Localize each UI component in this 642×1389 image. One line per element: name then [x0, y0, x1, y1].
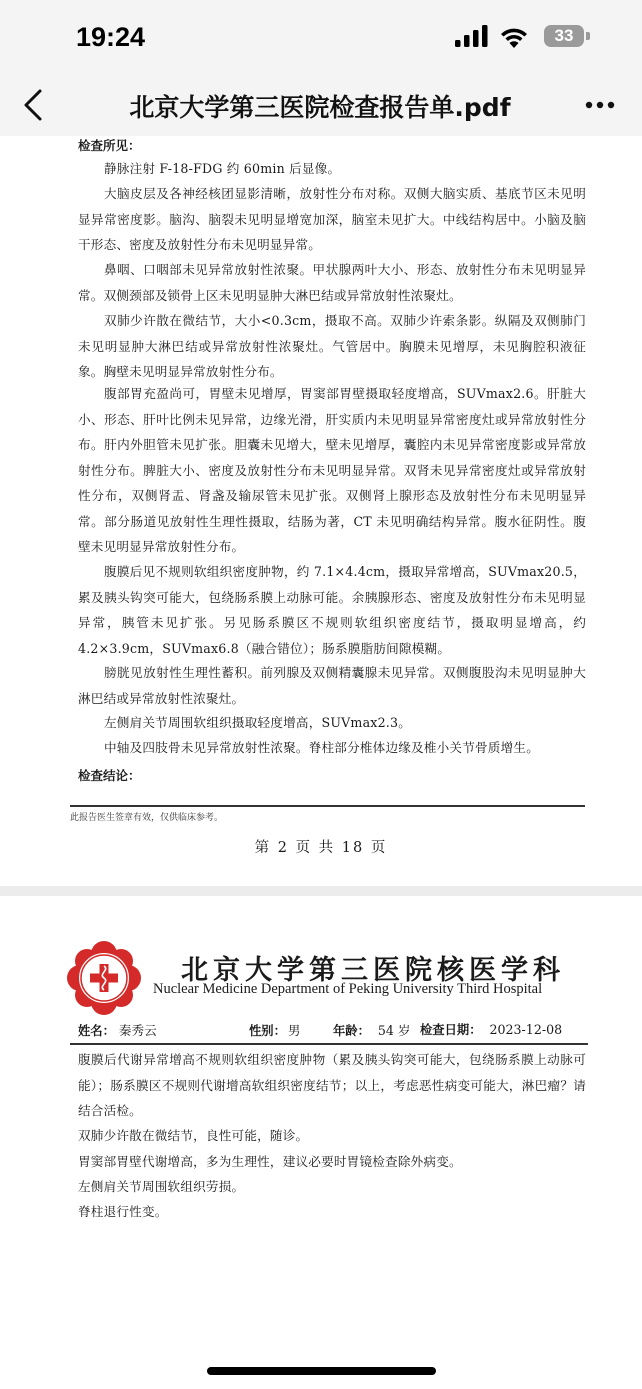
footer-note: 此报告医生签章有效，仅供临床参考。: [70, 813, 224, 823]
conclusion-item: 双肺少许散在微结节，良性可能，随诊。: [78, 1128, 309, 1143]
wifi-icon: [498, 25, 530, 49]
hospital-name-en: Nuclear Medicine Department of Peking University Third Hospital: [153, 981, 543, 997]
patient-age: [333, 1020, 411, 1039]
status-bar: [0, 0, 642, 70]
footer-divider: [70, 805, 585, 807]
hospital-logo-icon: [66, 940, 142, 1016]
more-options-icon[interactable]: [585, 101, 615, 109]
finding-paragraph: 左侧肩关节周围软组织摄取轻度增高，SUVmax2.3。: [104, 715, 412, 730]
home-indicator[interactable]: [207, 1367, 436, 1375]
conclusion-heading: 检查结论：: [78, 768, 141, 783]
name-value: 秦秀云: [118, 1023, 157, 1038]
finding-paragraph: 鼻咽、口咽部未见异常放射性浓聚。甲状腺两叶大小、形态、放射性分布未见明显异常。双侧颈部及锁骨上区未见明显肿大淋巴结或异常放射性浓聚灶。: [78, 262, 586, 303]
exam-date: [420, 1020, 562, 1038]
finding-paragraph: 腹部胃充盈尚可，胃壁未见增厚，胃窦部胃壁摄取轻度增高，SUVmax2.6。肝脏大小、形态、肝叶比例未见异常，边缘光滑，肝实质内未见明显异常密度灶或异常放射性分布。肝内外胆管未见扩张。胆囊未见增大，壁未见增厚，囊腔内未见异常密度影或异常放射性分布。脾脏大小、密度及放射性分布未见明显异常。双肾未见异常密度灶或异常放射性分布，双侧肾盂、肾盏及输尿管未见扩张。双侧肾上腺形态及放射性分布未见明显异常。部分肠道见放射性生理性摄取，结肠为著，CT 未见明确结构异常。腹水征阴性。腹壁未见明显异常放射性分布。: [78, 386, 586, 554]
nav-bar: [0, 70, 642, 136]
finding-paragraph: 膀胱见放射性生理性蓄积。前列腺及双侧精囊腺未见异常。双侧腹股沟未见明显肿大淋巴结或异常放射性浓聚灶。: [78, 665, 586, 706]
age-label: 年龄：: [333, 1024, 370, 1038]
back-chevron-icon[interactable]: [22, 88, 44, 122]
finding-paragraph: 双肺少许散在微结节，大小<0.3cm，摄取不高。双肺少许索条影。纵隔及双侧肺门未见明显肿大淋巴结或异常放射性浓聚灶。气管居中。胸膜未见增厚，未见胸腔积液征象。胸壁未见明显异常放射性分布。: [78, 313, 586, 379]
date-label: 检查日期：: [420, 1023, 482, 1037]
finding-paragraph: 腹膜后见不规则软组织密度肿物，约 7.1×4.4cm，摄取异常增高，SUVmax20.5，累及胰头钩突可能大，包绕肠系膜上动脉可能。余胰腺形态、密度及放射性分布未见明显异常，胰管未见扩张。另见肠系膜区不规则软组织密度结节，摄取明显增高，约 4.2×3.9cm，SUVmax6.8（融合错位）；肠系膜脂肪间隙模糊。: [78, 564, 586, 656]
patient-info-divider: [70, 1043, 588, 1045]
finding-paragraph: 中轴及四肢骨未见异常放射性浓聚。脊柱部分椎体边缘及椎小关节骨质增生。: [104, 740, 539, 755]
page-number: 第 2 页 共 18 页: [254, 840, 388, 856]
battery-tip: [586, 32, 590, 40]
conclusion-item: 脊柱退行性变。: [78, 1204, 168, 1219]
patient-sex: [249, 1020, 301, 1039]
status-time: 19:24: [76, 22, 146, 52]
battery-icon: 33: [544, 25, 584, 47]
document-title: 北京大学第三医院检查报告单.pdf: [129, 93, 511, 122]
conclusion-item: 胃窦部胃壁代谢增高，多为生理性，建议必要时胃镜检查除外病变。: [78, 1154, 462, 1169]
finding-paragraph: 大脑皮层及各神经核团显影清晰，放射性分布对称。双侧大脑实质、基底节区未见明显异常密度影。脑沟、脑裂未见明显增宽加深，脑室未见扩大。中线结构居中。小脑及脑干形态、密度及放射性分布未见明显异常。: [78, 186, 586, 252]
age-value: 54 岁: [377, 1023, 411, 1038]
conclusion-item: 左侧肩关节周围软组织劳损。: [78, 1179, 245, 1194]
finding-paragraph: 静脉注射 F-18-FDG 约 60min 后显像。: [104, 161, 341, 176]
date-value: 2023-12-08: [489, 1022, 563, 1037]
findings-heading: 检查所见：: [78, 138, 141, 153]
conclusion-item: 腹膜后代谢异常增高不规则软组织密度肿物（累及胰头钩突可能大，包绕肠系膜上动脉可能）；肠系膜区不规则代谢增高软组织密度结节；以上，考虑恶性病变可能大，淋巴瘤？请结合活检。: [78, 1052, 586, 1118]
pdf-page-2[interactable]: [0, 136, 642, 886]
sex-value: 男: [287, 1023, 301, 1038]
hospital-name-cn: 北京大学第三医院核医学科: [181, 955, 565, 986]
cellular-signal-icon: [455, 25, 489, 47]
patient-name: [78, 1020, 157, 1039]
pdf-page-3[interactable]: [0, 896, 642, 1389]
name-label: 姓名：: [78, 1024, 115, 1038]
sex-label: 性别：: [249, 1024, 286, 1038]
